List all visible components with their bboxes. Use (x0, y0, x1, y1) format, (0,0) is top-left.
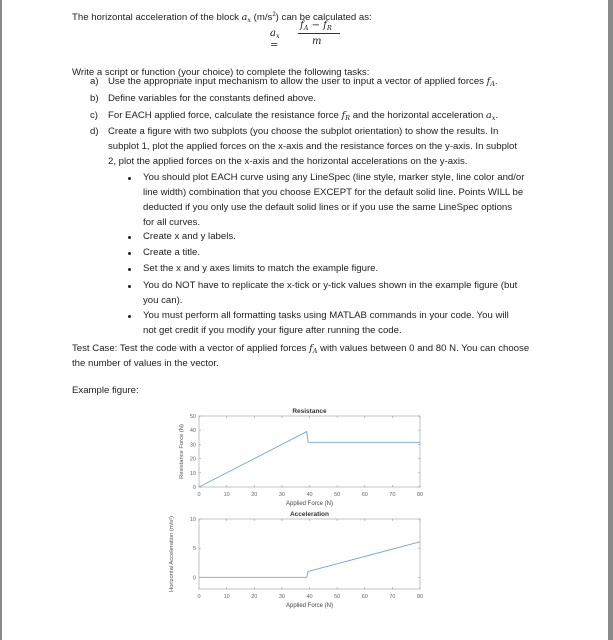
y-tick-label: 0 (192, 575, 196, 582)
task-d-line1: Create a figure with two subplots (you choose the subplot orientation) to show the results. In (108, 126, 499, 137)
chart-title: Resistance (292, 408, 327, 415)
x-tick-label: 10 (223, 594, 230, 600)
formula-lhs-sub: x (275, 32, 280, 40)
formula-num-sub-r: R (326, 24, 332, 32)
test-case-line2: the number of values in the vector. (72, 358, 219, 369)
task-a-post: . (494, 76, 498, 87)
task-intro: Write a script or function (your choice) to complete the following tasks: (72, 67, 370, 78)
chart-title: Acceleration (289, 511, 330, 518)
task-d-label: d) (90, 126, 99, 137)
formula-lhs-var: a (270, 28, 276, 39)
x-tick-label: 0 (197, 492, 201, 498)
x-tick-label: 40 (306, 492, 313, 498)
test-case-sub: A (312, 347, 318, 355)
task-a-label: a) (90, 76, 99, 87)
x-tick-label: 20 (251, 492, 258, 498)
intro-text-post: ) can be calculated as: (275, 12, 372, 23)
y-tick-label: 5 (192, 546, 196, 553)
plot-axes-box (199, 416, 420, 487)
x-tick-label: 30 (278, 492, 285, 498)
bullet-3-line1: Create a title. (143, 247, 201, 258)
y-tick-label: 30 (189, 442, 196, 449)
y-tick-label: 10 (189, 470, 196, 477)
formula-num-minus: − f (308, 20, 327, 31)
test-case-post: with values between 0 and 80 N. You can choose (317, 343, 530, 354)
x-tick-label: 40 (306, 594, 313, 600)
x-tick-label: 50 (334, 492, 341, 498)
example-figure-label: Example figure: (72, 385, 139, 396)
task-c-var: f (341, 110, 346, 121)
bullet-1-line1: You should plot EACH curve using any LineSpec (line style, marker style, line color and/or (143, 172, 525, 183)
y-tick-label: 20 (189, 456, 196, 463)
x-axis-label: Applied Force (N) (285, 603, 334, 609)
bullet-1-line4: for all curves. (143, 217, 201, 228)
task-a-pre: Use the appropriate input mechanism to allow the user to input a vector of applied forces (108, 76, 487, 87)
y-tick-label: 40 (189, 428, 196, 435)
formula-equals: = (270, 40, 279, 51)
task-d-line3: 2, plot the applied forces on the x-axis and the horizontal accelerations on the y-axis. (108, 156, 468, 167)
bullet-2-line1: Create x and y labels. (143, 231, 236, 242)
task-c-mid: and the horizontal acceleration (350, 110, 487, 121)
task-a-var: f (486, 76, 491, 87)
bullet-6-line1: You must perform all formatting tasks using MATLAB commands in your code. You will (143, 310, 509, 321)
y-axis-label: Horizontal Acceleration (m/s²) (169, 515, 175, 593)
task-a-sub: A (490, 80, 495, 88)
intro-var: a (241, 12, 248, 23)
x-axis-label: Applied Force (N) (285, 501, 334, 507)
x-tick-label: 60 (361, 492, 368, 498)
formula-num-fa: f (300, 20, 304, 31)
x-tick-label: 10 (223, 492, 230, 498)
formula-num-sub-a: A (303, 24, 309, 32)
bullet-1-line2: line width) combination that you choose EXCEPT for the default solid line. Points WILL be (143, 187, 524, 198)
plot-axes-box (199, 519, 420, 589)
intro-unit: (m/s (253, 12, 273, 23)
y-tick-label: 0 (192, 485, 196, 491)
bullet-1-line3: deducted if you only use the default solid lines or if you use the same LineSpec options (143, 202, 513, 213)
x-tick-label: 0 (197, 594, 201, 600)
x-tick-label: 20 (251, 594, 258, 600)
test-case-pre: Test Case: Test the code with a vector of applied forces (72, 343, 310, 354)
x-tick-label: 70 (389, 594, 396, 600)
x-tick-label: 70 (389, 492, 396, 498)
bullet-5-line1: You do NOT have to replicate the x-tick or y-tick values shown in the example figure (but (143, 280, 518, 291)
x-tick-label: 80 (416, 594, 424, 600)
x-tick-label: 80 (416, 492, 424, 498)
intro-text-pre: The horizontal acceleration of the block (72, 12, 239, 23)
task-c-sub2: x (491, 114, 496, 122)
task-d-line2: subplot 1, plot the applied forces on the x-axis and the resistance forces on the y-axis. In subplot (108, 141, 518, 152)
y-axis-label: Resistance Force (N) (179, 424, 185, 479)
task-c-sub: R (345, 114, 351, 122)
y-tick-label: 50 (189, 414, 196, 420)
bullet-4-line1: Set the x and y axes limits to match the example figure. (143, 263, 379, 274)
task-c-post: . (495, 110, 499, 121)
bullet-6-line2: not get credit if you modify your figure after running the code. (143, 325, 402, 336)
test-case-var: f (309, 343, 313, 354)
bullet-5-line2: you can). (143, 295, 183, 306)
x-tick-label: 30 (278, 594, 285, 600)
intro-unit-sup: 2 (272, 12, 276, 18)
formula-denominator: m (312, 36, 322, 47)
task-b-text: Define variables for the constants defined above. (108, 93, 316, 104)
intro-var-sub: x (247, 16, 251, 24)
y-tick-label: 10 (189, 517, 196, 523)
x-tick-label: 60 (361, 594, 368, 600)
x-tick-label: 50 (334, 594, 341, 600)
task-c-pre: For EACH applied force, calculate the resistance force (108, 110, 342, 121)
task-c-var2: a (486, 110, 492, 121)
task-b-label: b) (90, 93, 99, 104)
task-c-label: c) (90, 110, 98, 121)
